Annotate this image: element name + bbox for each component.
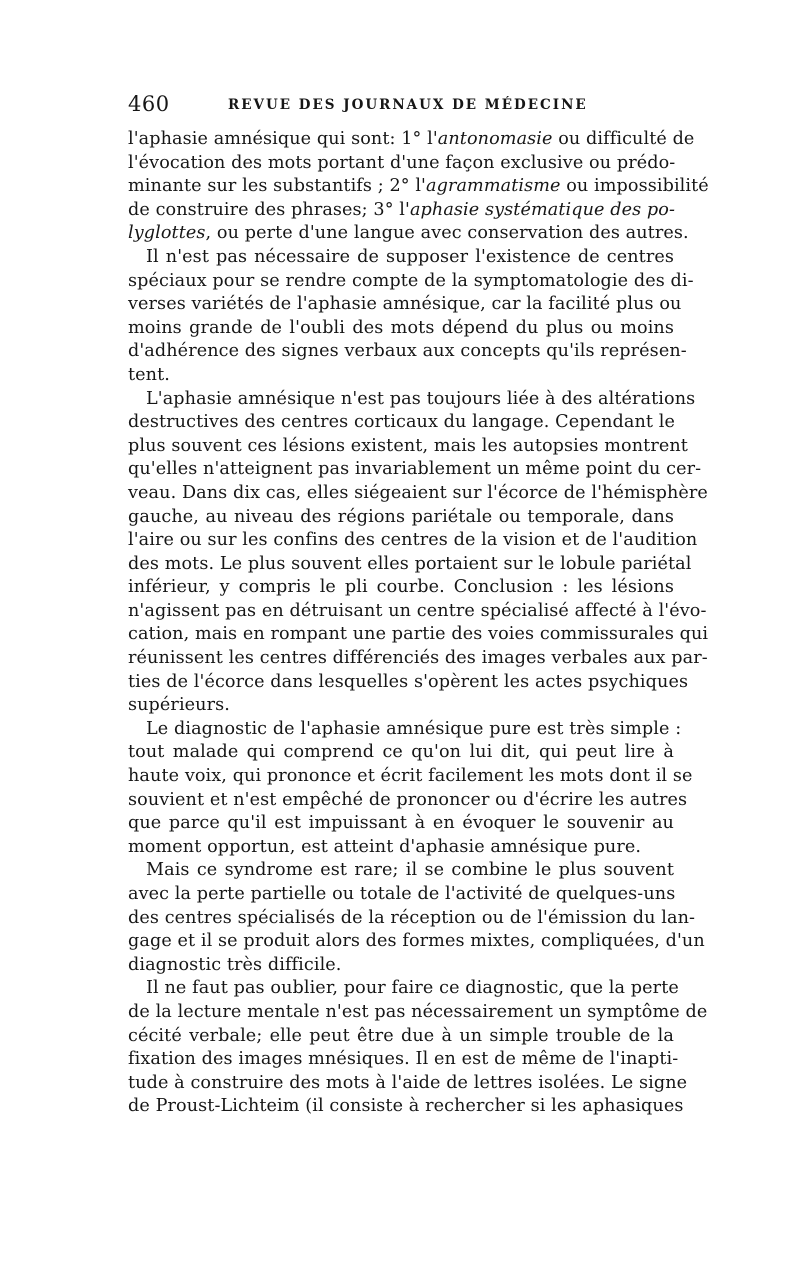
italic-term: antonomasie <box>437 129 553 149</box>
text-line: fixation des images mnésiques. Il en est de même de l'inapti- <box>128 1049 679 1070</box>
journal-title: REVUE DES JOURNAUX DE MÉDECINE <box>228 97 588 113</box>
text-line: l'aire ou sur les confins des centres de la vision et de l'audition <box>128 530 698 551</box>
text-line: des mots. Le plus souvent elles portaient sur le lobule pariétal <box>128 553 692 574</box>
text-line: ties de l'écorce dans lesquelles s'opèrent les actes psychiques <box>128 671 689 692</box>
italic-term: agrammatisme <box>426 176 561 197</box>
text-line: moment opportun, est atteint d'aphasie amnésique pure. <box>128 836 642 857</box>
text-line: tent. <box>128 364 170 385</box>
text-line: des centres spécialisés de la réception ou de l'émission du lan- <box>128 907 696 928</box>
text-line: d'adhérence des signes verbaux aux concepts qu'ils représen- <box>128 341 687 362</box>
text-line <box>128 175 709 199</box>
page-number: 460 <box>128 92 170 116</box>
text-line: tout malade qui comprend ce qu'on lui dit, qui peut lire à <box>128 742 674 763</box>
text-line: l'aphasie amnésique qui sont: 1° l'antonomasie ou difficulté de <box>128 129 695 149</box>
text-line: réunissent les centres différenciés des images verbales aux par- <box>128 648 708 669</box>
text-line: de construire des phrases; 3° l'aphasie systématique des po- <box>128 199 676 220</box>
text-line: cécité verbale; elle peut être due à un simple trouble de la <box>128 1025 674 1046</box>
text-line: gauche, au niveau des régions pariétale ou temporale, dans <box>128 506 674 527</box>
running-head <box>128 92 674 120</box>
text-line: de la lecture mentale n'est pas nécessairement un symptôme de <box>128 1001 708 1022</box>
text-line: gage et il se produit alors des formes mixtes, compliquées, d'un <box>128 931 705 952</box>
text-line: moins grande de l'oubli des mots dépend du plus ou moins <box>128 317 674 338</box>
paragraph-start-line: Il ne faut pas oublier, pour faire ce diagnostic, que la perte <box>146 978 679 999</box>
text-line: de Proust-Lichteim (il consiste à rechercher si les aphasiques <box>128 1096 684 1117</box>
text-line: diagnostic très difficile. <box>128 954 342 975</box>
text-line: veau. Dans dix cas, elles siégeaient sur l'écorce de l'hémisphère <box>128 482 708 503</box>
text-line: supérieurs. <box>128 695 230 716</box>
text-line: souvient et n'est empêché de prononcer ou d'écrire les autres <box>128 789 688 810</box>
paragraph-start-line: Le diagnostic de l'aphasie amnésique pure est très simple : <box>146 718 682 739</box>
text-line: tude à construire des mots à l'aide de lettres isolées. Le signe <box>128 1072 688 1093</box>
text-line: l'évocation des mots portant d'une façon exclusive ou prédo- <box>128 152 676 173</box>
text-line: haute voix, qui prononce et écrit facilement les mots dont il se <box>128 766 693 787</box>
text-line: cation, mais en rompant une partie des voies commissurales qui <box>128 624 709 645</box>
text-line: inférieur, y compris le pli courbe. Conclusion : les lésions <box>128 577 674 598</box>
text-line: plus souvent ces lésions existent, mais les autopsies montrent <box>128 435 688 456</box>
text-line: destructives des centres corticaux du langage. Cependant le <box>128 412 675 433</box>
text-line: n'agissent pas en détruisant un centre spécialisé affecté à l'évo- <box>128 600 707 621</box>
text-line: avec la perte partielle ou totale de l'activité de quelques-uns <box>128 884 676 904</box>
text-line: que parce qu'il est impuissant à en évoquer le souvenir au <box>128 813 674 834</box>
text-line: spéciaux pour se rendre compte de la symptomatologie des di- <box>128 270 694 291</box>
italic-term: aphasie systématique des po- <box>409 199 676 220</box>
paragraph-start-line: L'aphasie amnésique n'est pas toujours liée à des altérations <box>146 388 696 409</box>
text-line: lyglottes, ou perte d'une langue avec conservation des autres. <box>128 223 689 244</box>
italic-term: lyglottes <box>128 223 206 244</box>
line-text: minante sur les substantifs ; 2° l'agrammatisme ou impossibilité <box>128 176 709 197</box>
body-text <box>128 128 709 1119</box>
text-line: verses variétés de l'aphasie amnésique, car la facilité plus ou <box>128 294 682 315</box>
paragraph-start-line: Mais ce syndrome est rare; il se combine le plus souvent <box>146 860 674 881</box>
paragraph-start-line: Il n'est pas nécessaire de supposer l'existence de centres <box>146 246 674 267</box>
text-line: qu'elles n'atteignent pas invariablement un même point du cer- <box>128 459 702 480</box>
